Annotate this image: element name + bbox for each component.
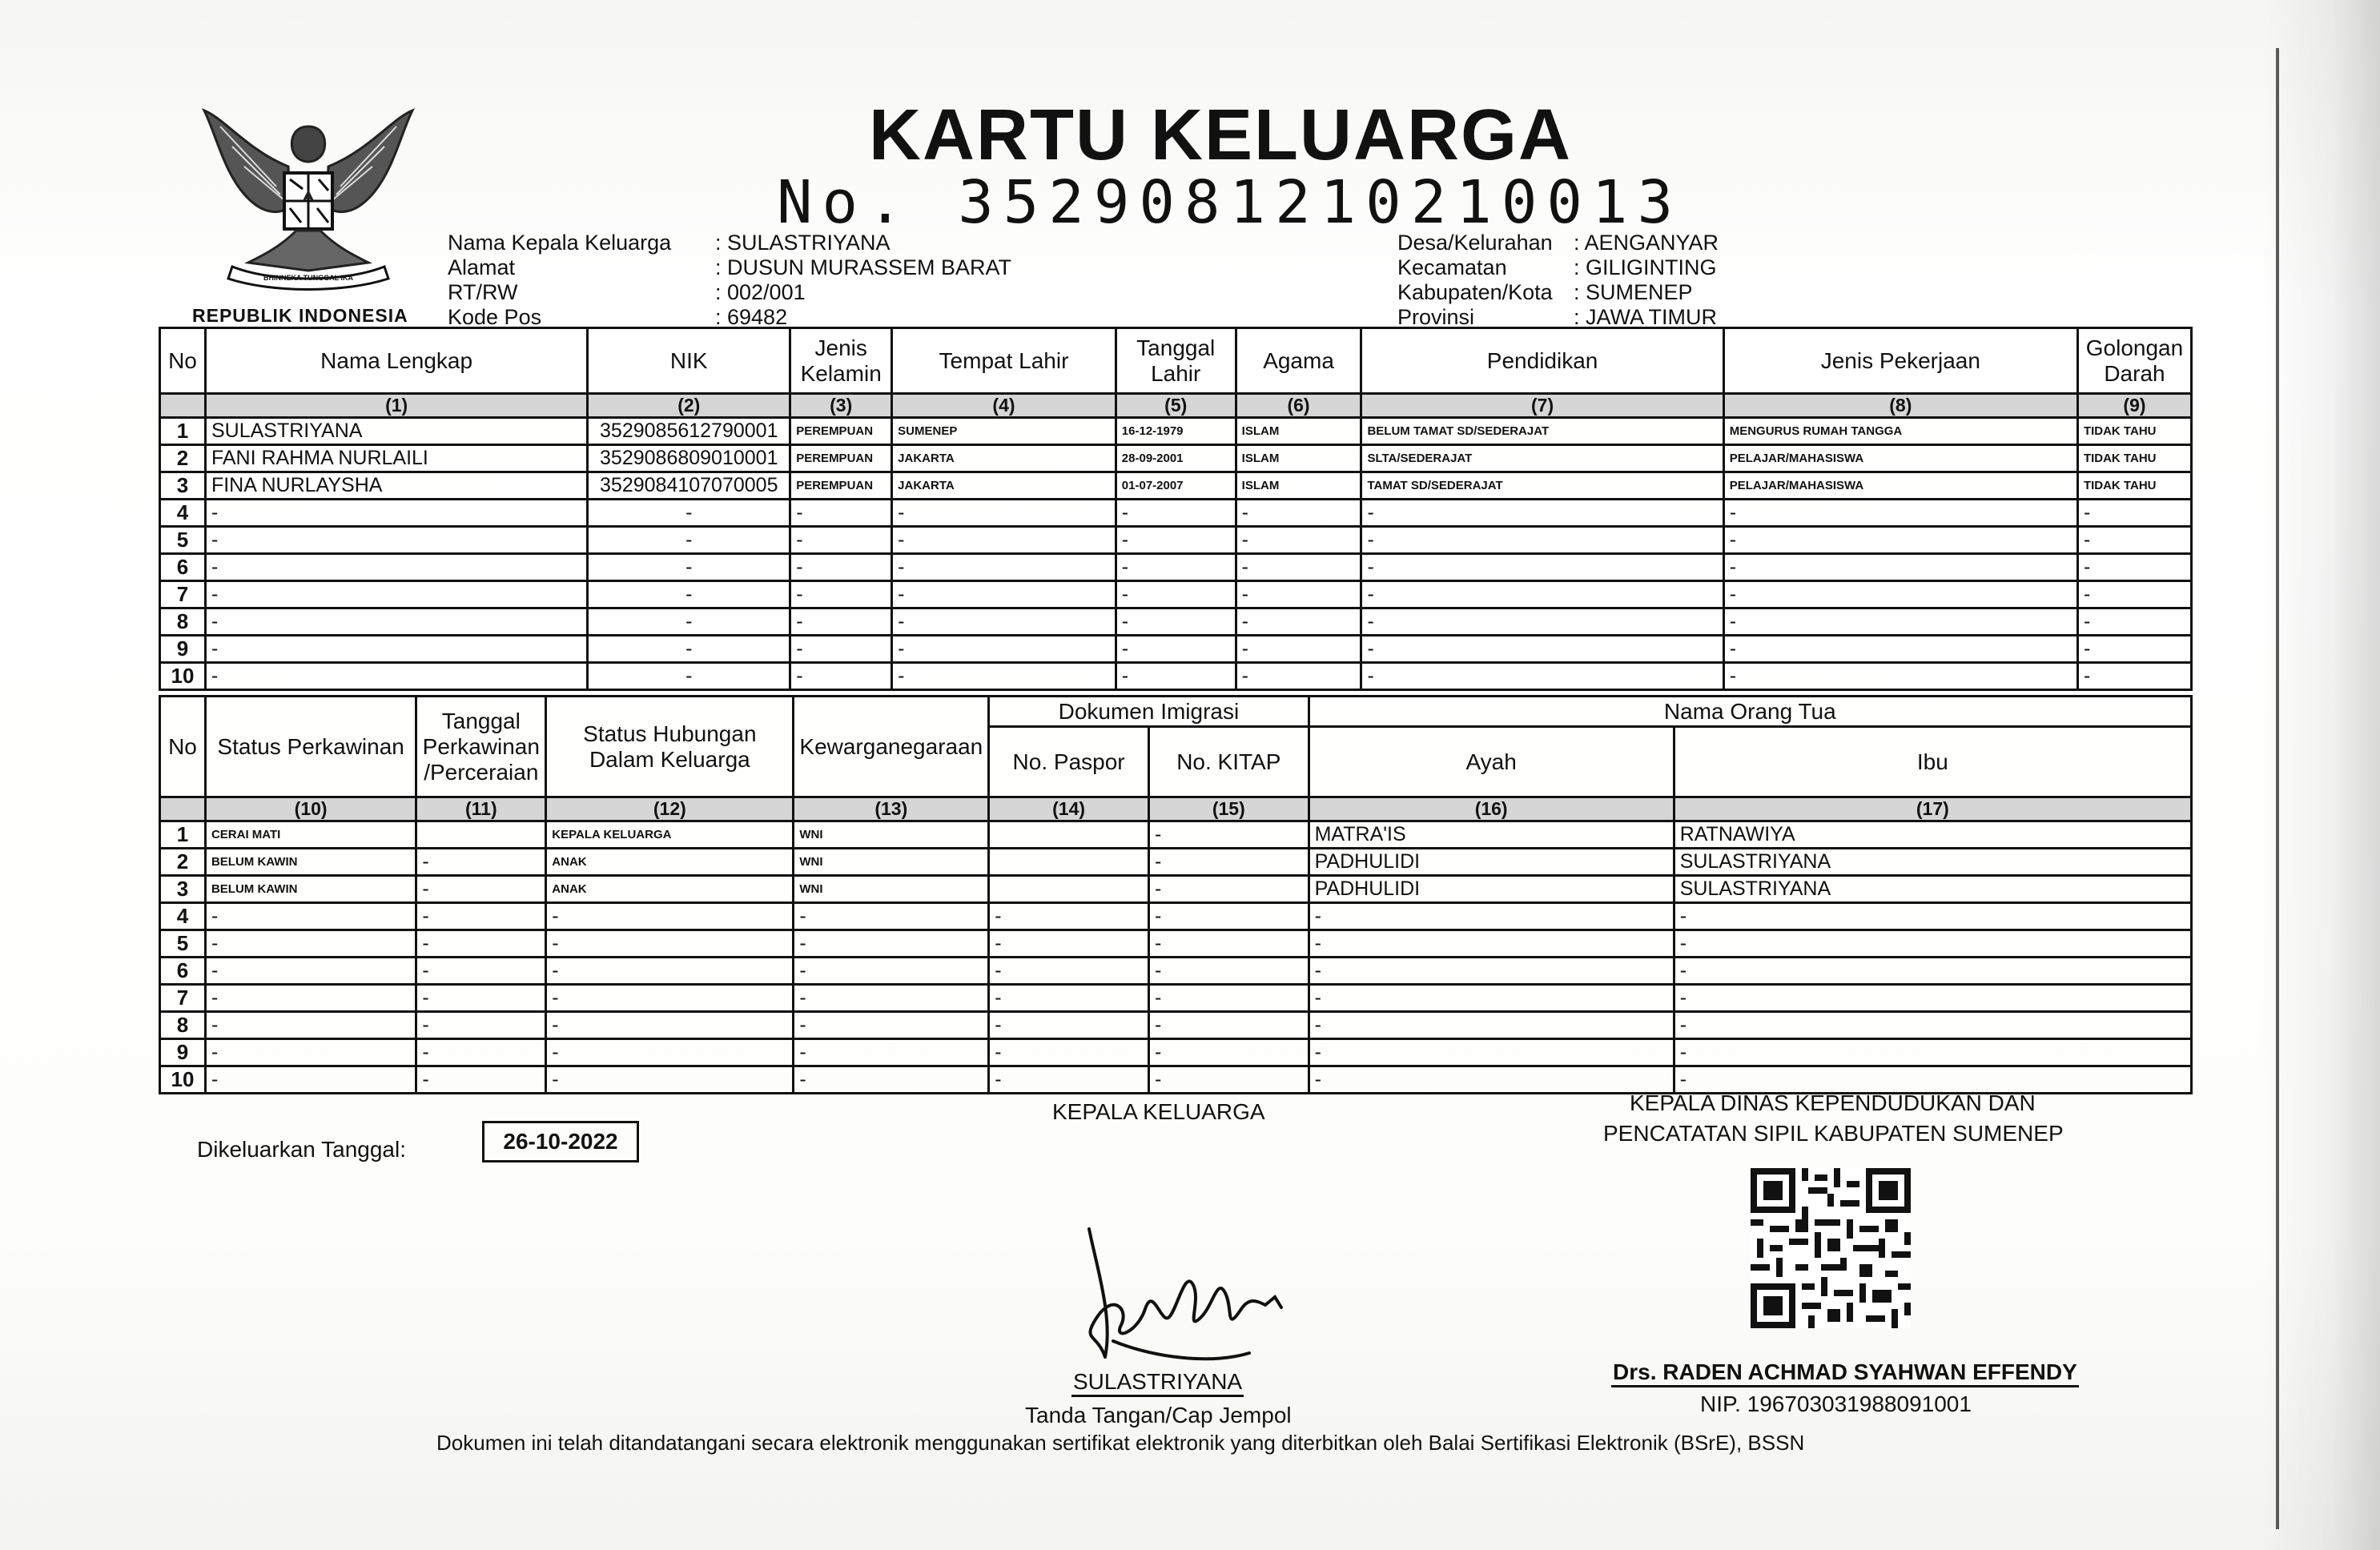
cell-paspor: - — [989, 958, 1149, 985]
cell-ibu: - — [1674, 930, 2191, 958]
cell-nik: 3529084107070005 — [588, 472, 790, 500]
cell-darah: TIDAK TAHU — [2077, 418, 2191, 445]
cell-paspor — [989, 849, 1149, 876]
col-number: (3) — [790, 394, 892, 418]
col-header: Status Perkawinan — [205, 697, 416, 797]
cell-agama: ISLAM — [1236, 445, 1361, 472]
header-right-values — [1574, 231, 1719, 330]
header-right-labels — [1397, 231, 1553, 330]
col-number: (2) — [588, 394, 790, 418]
cell-warga: - — [794, 1039, 989, 1066]
cell-ayah: PADHULIDI — [1309, 876, 1674, 903]
header-label: Kabupaten/Kota — [1397, 280, 1553, 304]
cell-darah: - — [2077, 581, 2191, 608]
cell-jk: - — [790, 527, 892, 554]
table-row — [160, 985, 2192, 1012]
cell-agama: - — [1236, 581, 1361, 608]
cell-darah: TIDAK TAHU — [2077, 445, 2191, 472]
cell-tgl: - — [416, 985, 546, 1012]
row-number: 5 — [160, 930, 206, 958]
cell-warga: - — [794, 903, 989, 930]
cell-warga: WNI — [794, 849, 989, 876]
col-header: Tanggal Lahir — [1116, 328, 1236, 394]
cell-ayah: - — [1309, 903, 1674, 930]
cell-kitap: - — [1148, 930, 1309, 958]
cell-pekerjaan: MENGURUS RUMAH TANGGA — [1723, 418, 2077, 445]
table-row — [160, 1012, 2192, 1039]
cell-nama: - — [205, 636, 587, 663]
cell-nama: - — [205, 663, 587, 690]
col-header: Agama — [1236, 328, 1361, 394]
cell-darah: - — [2077, 663, 2191, 690]
col-header: Golongan Darah — [2077, 328, 2191, 394]
col-header: Nama Lengkap — [205, 328, 587, 394]
col-header: Ibu — [1674, 727, 2191, 797]
cell-jk: PEREMPUAN — [790, 418, 892, 445]
cell-agama: - — [1236, 554, 1361, 581]
cell-nik: - — [588, 581, 790, 608]
col-number: (15) — [1148, 797, 1309, 821]
col-header: No — [160, 328, 206, 394]
issued-date: 26-10-2022 — [482, 1121, 639, 1162]
cell-pendidikan: - — [1361, 581, 1723, 608]
table-row — [160, 472, 2192, 500]
table-row — [160, 500, 2192, 527]
table-row — [160, 554, 2192, 581]
cell-nik: - — [588, 636, 790, 663]
cell-status: - — [205, 1039, 416, 1066]
cell-status: - — [205, 985, 416, 1012]
cell-ayah: - — [1309, 930, 1674, 958]
cell-agama: ISLAM — [1236, 472, 1361, 500]
header-label: Desa/Kelurahan — [1397, 231, 1553, 255]
cell-darah: - — [2077, 527, 2191, 554]
row-number: 3 — [160, 876, 206, 903]
table-row — [160, 876, 2192, 903]
cell-agama: - — [1236, 500, 1361, 527]
cell-hub: ANAK — [546, 876, 794, 903]
cell-ibu: SULASTRIYANA — [1674, 876, 2191, 903]
cell-tgl: - — [1116, 663, 1236, 690]
col-number: (10) — [205, 797, 416, 821]
cell-agama: - — [1236, 527, 1361, 554]
cell-agama: ISLAM — [1236, 418, 1361, 445]
cell-nama: - — [205, 554, 587, 581]
cell-status: BELUM KAWIN — [205, 876, 416, 903]
cell-pendidikan: - — [1361, 636, 1723, 663]
dinas-line-2: PENCATATAN SIPIL KABUPATEN SUMENEP — [1603, 1121, 2064, 1146]
signature-caption: Tanda Tangan/Cap Jempol — [1025, 1403, 1292, 1428]
cell-status: - — [205, 1012, 416, 1039]
cell-status: BELUM KAWIN — [205, 849, 416, 876]
cell-darah: - — [2077, 554, 2191, 581]
col-number: (9) — [2077, 394, 2191, 418]
cell-paspor — [989, 821, 1149, 849]
table-row — [160, 1039, 2192, 1066]
cell-warga: - — [794, 958, 989, 985]
cell-hub: ANAK — [546, 849, 794, 876]
cell-jk: - — [790, 663, 892, 690]
cell-kitap: - — [1148, 849, 1309, 876]
table-row — [160, 903, 2192, 930]
table-header-row — [160, 697, 2192, 727]
cell-hub: KEPALA KELUARGA — [546, 821, 794, 849]
cell-hub: - — [546, 1066, 794, 1094]
col-number: (12) — [546, 797, 794, 821]
garuda-emblem-icon — [200, 102, 416, 293]
cell-pekerjaan: - — [1723, 663, 2077, 690]
cell-ayah: MATRA'IS — [1309, 821, 1674, 849]
cell-tempat: - — [892, 608, 1116, 636]
header-value: : 002/001 — [715, 280, 806, 304]
cell-nama: - — [205, 581, 587, 608]
cell-tempat: JAKARTA — [892, 445, 1116, 472]
cell-pekerjaan: PELAJAR/MAHASISWA — [1723, 472, 2077, 500]
cell-ibu: - — [1674, 903, 2191, 930]
cell-tgl: - — [416, 1012, 546, 1039]
family-members-table — [159, 327, 2193, 691]
column-number-row — [160, 797, 2192, 821]
cell-pekerjaan: - — [1723, 554, 2077, 581]
cell-tgl: - — [416, 849, 546, 876]
cell-hub: - — [546, 1039, 794, 1066]
header-value: : SULASTRIYANA — [715, 231, 890, 255]
table-row — [160, 821, 2192, 849]
cell-tempat: - — [892, 527, 1116, 554]
cell-tgl: 01-07-2007 — [1116, 472, 1236, 500]
cell-nik: 3529086809010001 — [588, 445, 790, 472]
row-number: 5 — [160, 527, 206, 554]
table-row — [160, 958, 2192, 985]
col-number: (5) — [1116, 394, 1236, 418]
cell-warga: WNI — [794, 821, 989, 849]
cell-tgl: - — [1116, 608, 1236, 636]
cell-status: CERAI MATI — [205, 821, 416, 849]
cell-hub: - — [546, 903, 794, 930]
header-label: Nama Kepala Keluarga — [448, 231, 672, 255]
table-row — [160, 930, 2192, 958]
header-value: : JAWA TIMUR — [1574, 305, 1718, 329]
header-left-labels — [448, 231, 671, 330]
cell-pekerjaan: - — [1723, 636, 2077, 663]
cell-warga: - — [794, 930, 989, 958]
col-header: No — [160, 697, 206, 797]
cell-pekerjaan: - — [1723, 527, 2077, 554]
official-name: Drs. RADEN ACHMAD SYAHWAN EFFENDY — [1611, 1359, 2079, 1387]
paper-edge-line — [2276, 48, 2279, 1529]
row-number: 10 — [160, 1066, 206, 1094]
cell-pendidikan: SLTA/SEDERAJAT — [1361, 445, 1723, 472]
col-number: (4) — [892, 394, 1116, 418]
cell-ayah: - — [1309, 958, 1674, 985]
row-number: 8 — [160, 1012, 206, 1039]
cell-paspor — [989, 876, 1149, 903]
cell-paspor: - — [989, 1012, 1149, 1039]
cell-darah: - — [2077, 500, 2191, 527]
cell-tgl: - — [416, 1039, 546, 1066]
dinas-line-1: KEPALA DINAS KEPENDUDUKAN DAN — [1630, 1090, 2036, 1115]
official-nip: NIP. 196703031988091001 — [1700, 1391, 1972, 1416]
cell-nama: - — [205, 608, 587, 636]
col-number: (8) — [1723, 394, 2077, 418]
cell-jk: - — [790, 636, 892, 663]
row-number: 1 — [160, 821, 206, 849]
header-value: : DUSUN MURASSEM BARAT — [715, 255, 1012, 279]
cell-tempat: JAKARTA — [892, 472, 1116, 500]
header-value: : SUMENEP — [1574, 280, 1693, 304]
cell-nik: 3529085612790001 — [588, 418, 790, 445]
cell-pekerjaan: - — [1723, 500, 2077, 527]
col-header: Tempat Lahir — [892, 328, 1116, 394]
cell-agama: - — [1236, 636, 1361, 663]
cell-status: - — [205, 1066, 416, 1094]
row-number: 3 — [160, 472, 206, 500]
col-number: (13) — [794, 797, 989, 821]
col-number: (7) — [1361, 394, 1723, 418]
electronic-signature-note: Dokumen ini telah ditandatangani secara elektronik menggunakan sertifikat elektronik yang diterbitkan oleh Balai Sertifikasi Elektronik (BSrE), BSSN — [436, 1431, 1805, 1455]
table-row — [160, 608, 2192, 636]
cell-paspor: - — [989, 1066, 1149, 1094]
family-status-table — [159, 695, 2193, 1094]
qr-code-icon — [1751, 1168, 1911, 1328]
table-row — [160, 1066, 2192, 1094]
cell-ibu: - — [1674, 1039, 2191, 1066]
row-number: 1 — [160, 418, 206, 445]
cell-tgl: - — [1116, 554, 1236, 581]
cell-status: - — [205, 958, 416, 985]
cell-darah: - — [2077, 636, 2191, 663]
document-title: KARTU KELUARGA — [869, 95, 1572, 175]
cell-darah: TIDAK TAHU — [2077, 472, 2191, 500]
col-header: No. Paspor — [989, 727, 1149, 797]
cell-paspor: - — [989, 903, 1149, 930]
header-label: Alamat — [448, 255, 516, 279]
cell-tgl: - — [1116, 636, 1236, 663]
col-number: (6) — [1236, 394, 1361, 418]
table-row — [160, 663, 2192, 690]
cell-tgl: - — [416, 958, 546, 985]
row-number: 6 — [160, 958, 206, 985]
cell-ayah: - — [1309, 1012, 1674, 1039]
cell-pekerjaan: - — [1723, 581, 2077, 608]
col-number: (1) — [205, 394, 587, 418]
cell-nama: SULASTRIYANA — [205, 418, 587, 445]
cell-jk: - — [790, 581, 892, 608]
cell-ibu: - — [1674, 1012, 2191, 1039]
table-row — [160, 849, 2192, 876]
svg-text:BHINNEKA TUNGGAL IKA: BHINNEKA TUNGGAL IKA — [263, 274, 353, 282]
cell-tgl: 28-09-2001 — [1116, 445, 1236, 472]
cell-tgl: - — [1116, 500, 1236, 527]
cell-ayah: - — [1309, 985, 1674, 1012]
cell-pekerjaan: PELAJAR/MAHASISWA — [1723, 445, 2077, 472]
cell-jk: PEREMPUAN — [790, 472, 892, 500]
cell-ayah: - — [1309, 1039, 1674, 1066]
cell-warga: WNI — [794, 876, 989, 903]
cell-ayah: - — [1309, 1066, 1674, 1094]
cell-kitap: - — [1148, 1012, 1309, 1039]
table-row — [160, 581, 2192, 608]
cell-tgl: - — [416, 930, 546, 958]
cell-tempat: - — [892, 636, 1116, 663]
col-header: Tanggal Perkawinan /Perceraian — [416, 697, 546, 797]
cell-nik: - — [588, 527, 790, 554]
cell-warga: - — [794, 985, 989, 1012]
cell-pendidikan: TAMAT SD/SEDERAJAT — [1361, 472, 1723, 500]
row-number: 7 — [160, 985, 206, 1012]
col-number: (11) — [416, 797, 546, 821]
cell-pendidikan: BELUM TAMAT SD/SEDERAJAT — [1361, 418, 1723, 445]
cell-kitap: - — [1148, 1039, 1309, 1066]
cell-tempat: - — [892, 663, 1116, 690]
col-number: (14) — [989, 797, 1149, 821]
cell-nik: - — [588, 663, 790, 690]
header-value: : GILIGINTING — [1574, 255, 1717, 279]
table-row — [160, 445, 2192, 472]
emblem-label: REPUBLIK INDONESIA — [192, 305, 408, 326]
col-header: Status Hubungan Dalam Keluarga — [546, 697, 794, 797]
cell-tgl: 16-12-1979 — [1116, 418, 1236, 445]
cell-darah: - — [2077, 608, 2191, 636]
cell-ayah: PADHULIDI — [1309, 849, 1674, 876]
cell-nik: - — [588, 608, 790, 636]
cell-kitap: - — [1148, 903, 1309, 930]
col-header: Jenis Pekerjaan — [1723, 328, 2077, 394]
col-header: Kewarganegaraan — [794, 697, 989, 797]
cell-nama: FINA NURLAYSHA — [205, 472, 587, 500]
kepala-keluarga-name: SULASTRIYANA — [1071, 1369, 1244, 1397]
col-number: (16) — [1309, 797, 1674, 821]
cell-tgl: - — [416, 1066, 546, 1094]
row-number: 4 — [160, 500, 206, 527]
cell-kitap: - — [1148, 876, 1309, 903]
cell-hub: - — [546, 1012, 794, 1039]
row-number: 2 — [160, 849, 206, 876]
cell-jk: - — [790, 554, 892, 581]
cell-tempat: SUMENEP — [892, 418, 1116, 445]
col-header: No. KITAP — [1148, 727, 1309, 797]
cell-pendidikan: - — [1361, 500, 1723, 527]
document-number: No. 3529081210210013 — [777, 168, 1683, 237]
header-label: Kode Pos — [448, 305, 542, 329]
kepala-keluarga-label: KEPALA KELUARGA — [1052, 1099, 1265, 1124]
cell-jk: - — [790, 500, 892, 527]
cell-pendidikan: - — [1361, 554, 1723, 581]
cell-status: - — [205, 903, 416, 930]
col-header: Pendidikan — [1361, 328, 1723, 394]
cell-warga: - — [794, 1012, 989, 1039]
issued-label: Dikeluarkan Tanggal: — [197, 1137, 406, 1162]
col-header-group: Dokumen Imigrasi — [989, 697, 1309, 727]
cell-pendidikan: - — [1361, 527, 1723, 554]
col-header-group: Nama Orang Tua — [1309, 697, 2191, 727]
cell-pendidikan: - — [1361, 608, 1723, 636]
cell-kitap: - — [1148, 821, 1309, 849]
cell-tgl: - — [1116, 581, 1236, 608]
cell-nama: FANI RAHMA NURLAILI — [205, 445, 587, 472]
row-number: 6 — [160, 554, 206, 581]
header-label: RT/RW — [448, 280, 518, 304]
cell-status: - — [205, 930, 416, 958]
cell-kitap: - — [1148, 958, 1309, 985]
cell-jk: PEREMPUAN — [790, 445, 892, 472]
cell-tempat: - — [892, 500, 1116, 527]
row-number: 2 — [160, 445, 206, 472]
row-number: 7 — [160, 581, 206, 608]
table-header-row — [160, 328, 2192, 394]
cell-agama: - — [1236, 663, 1361, 690]
cell-kitap: - — [1148, 985, 1309, 1012]
col-header: Jenis Kelamin — [790, 328, 892, 394]
cell-jk: - — [790, 608, 892, 636]
cell-tempat: - — [892, 581, 1116, 608]
header-label: Provinsi — [1397, 305, 1475, 329]
cell-nik: - — [588, 554, 790, 581]
row-number: 8 — [160, 608, 206, 636]
cell-ibu: - — [1674, 1066, 2191, 1094]
row-number: 4 — [160, 903, 206, 930]
cell-tgl — [416, 821, 546, 849]
header-value: : 69482 — [715, 305, 788, 329]
cell-paspor: - — [989, 1039, 1149, 1066]
cell-nama: - — [205, 500, 587, 527]
cell-tgl: - — [416, 876, 546, 903]
table-row — [160, 636, 2192, 663]
header-left-values — [715, 231, 1011, 330]
cell-paspor: - — [989, 985, 1149, 1012]
cell-hub: - — [546, 930, 794, 958]
cell-hub: - — [546, 958, 794, 985]
cell-tempat: - — [892, 554, 1116, 581]
cell-ibu: SULASTRIYANA — [1674, 849, 2191, 876]
cell-pekerjaan: - — [1723, 608, 2077, 636]
cell-hub: - — [546, 985, 794, 1012]
cell-tgl: - — [416, 903, 546, 930]
cell-agama: - — [1236, 608, 1361, 636]
row-number: 9 — [160, 1039, 206, 1066]
header-label: Kecamatan — [1397, 255, 1507, 279]
row-number: 9 — [160, 636, 206, 663]
cell-nik: - — [588, 500, 790, 527]
header-value: : AENGANYAR — [1574, 231, 1719, 255]
table-row — [160, 418, 2192, 445]
column-number-row — [160, 394, 2192, 418]
cell-warga: - — [794, 1066, 989, 1094]
row-number: 10 — [160, 663, 206, 690]
cell-ibu: - — [1674, 985, 2191, 1012]
table-row — [160, 527, 2192, 554]
col-header: NIK — [588, 328, 790, 394]
handwritten-signature — [1065, 1221, 1297, 1381]
cell-paspor: - — [989, 930, 1149, 958]
cell-pendidikan: - — [1361, 663, 1723, 690]
cell-nama: - — [205, 527, 587, 554]
cell-kitap: - — [1148, 1066, 1309, 1094]
col-number: (17) — [1674, 797, 2191, 821]
cell-tgl: - — [1116, 527, 1236, 554]
col-header: Ayah — [1309, 727, 1674, 797]
cell-ibu: - — [1674, 958, 2191, 985]
cell-ibu: RATNAWIYA — [1674, 821, 2191, 849]
